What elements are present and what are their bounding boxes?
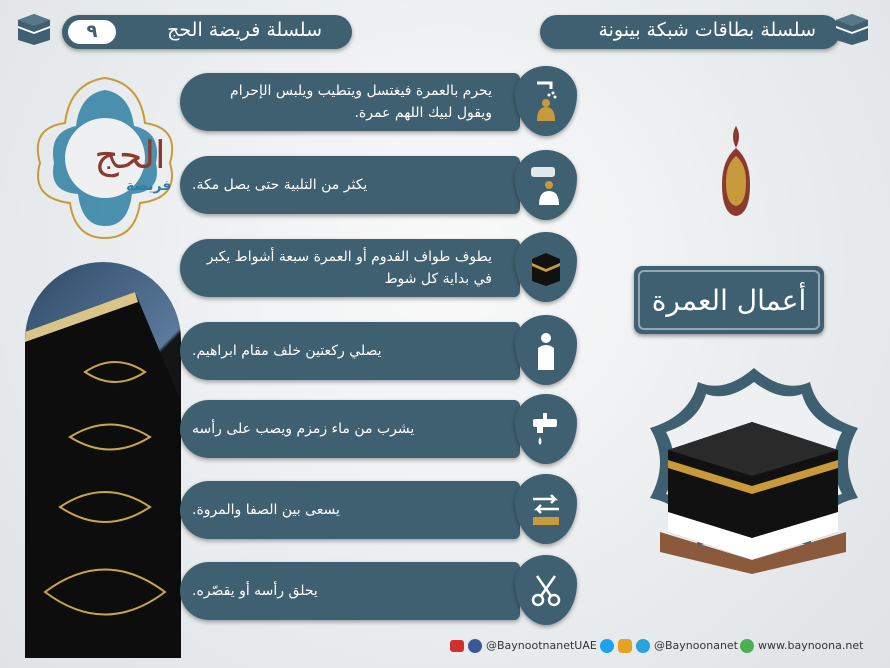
step-text: يطوف طواف القدوم أو العمرة سبعة أشواط يكبر في بداية كل شوط (206, 249, 492, 287)
baynoona-emblem (712, 122, 760, 220)
telegram-icon[interactable] (636, 639, 650, 653)
step-text: يحرم بالعمرة فيغتسل ويتطيب ويلبس الإحرام ويقول لبيك اللهم عمرة. (230, 83, 492, 121)
main-title: أعمال العمرة (651, 283, 807, 317)
step-badge (515, 232, 577, 302)
step-text: يسعى بين الصفا والمروة. (192, 502, 340, 518)
step-badge (515, 315, 577, 385)
step-row (180, 481, 520, 539)
hajj-series-bar (62, 15, 352, 49)
step-text: يكثر من التلبية حتى يصل مكة. (192, 177, 368, 193)
logo-caption: فريضة (126, 178, 172, 194)
scissors-icon (529, 570, 563, 610)
kaaba-icon (14, 12, 54, 46)
kaaba-photo (25, 262, 181, 658)
snapchat-icon[interactable] (618, 639, 632, 653)
shower-icon (529, 81, 563, 121)
step-badge (515, 555, 577, 625)
footer (450, 638, 880, 658)
series-title-bar (540, 15, 840, 49)
step-row (180, 322, 520, 380)
talbiyah-icon (529, 165, 563, 205)
twitter-icon[interactable] (600, 639, 614, 653)
kaaba-illustration (640, 362, 868, 574)
step-text: يشرب من ماء زمزم ويصب على رأسه (192, 421, 415, 437)
step-row (180, 562, 520, 620)
title-box (634, 266, 824, 334)
step-badge (515, 150, 577, 220)
step-badge (515, 474, 577, 544)
step-row (180, 239, 520, 297)
water-tap-icon (529, 409, 563, 449)
step-badge (515, 394, 577, 464)
series-title: سلسلة بطاقات شبكة بينونة (598, 19, 816, 41)
step-row (180, 73, 520, 131)
step-text: يحلق رأسه أو يقصّره. (192, 583, 318, 599)
footer-handle[interactable]: @Baynoonanet (654, 639, 738, 652)
step-row (180, 156, 520, 214)
step-row (180, 400, 520, 458)
logo-calligraphy: الحج (94, 133, 166, 177)
praying-person-icon (529, 330, 563, 370)
whatsapp-icon[interactable] (740, 639, 754, 653)
kaaba-icon (529, 247, 563, 287)
step-badge (515, 66, 577, 136)
hajj-series-title: سلسلة فريضة الحج (167, 19, 322, 41)
footer-website[interactable]: www.baynoona.net (758, 639, 864, 652)
footer-handle-uae[interactable]: @BaynootnanetUAE (486, 639, 597, 652)
card-number: ٩ (68, 20, 116, 44)
two-way-arrows-icon (529, 489, 563, 529)
youtube-icon[interactable] (450, 640, 464, 652)
hajj-logo-ornament (30, 68, 180, 248)
kaaba-icon (832, 12, 872, 46)
facebook-icon[interactable] (468, 639, 482, 653)
step-text: يصلي ركعتين خلف مقام ابراهيم. (192, 343, 382, 359)
